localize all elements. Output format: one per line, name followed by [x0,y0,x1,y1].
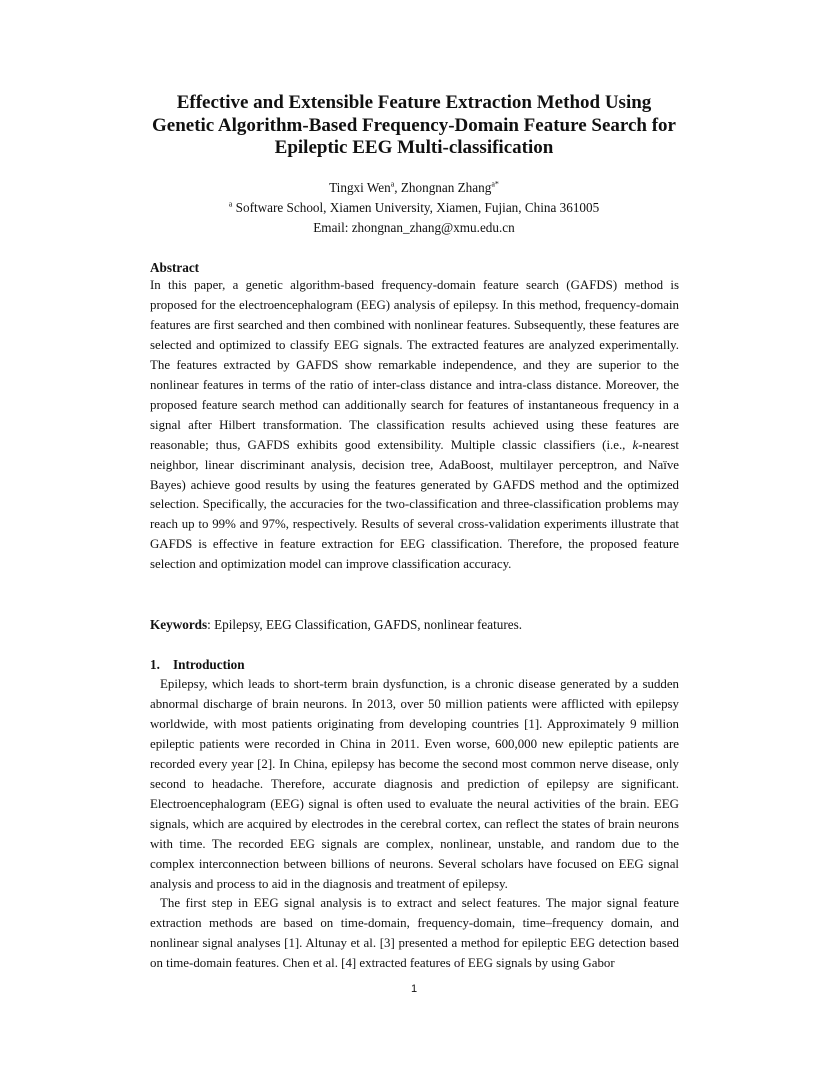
paper-title [100,92,728,160]
author-separator: , [394,180,401,195]
section-heading-text: Introduction [173,657,245,672]
title-line-3: Epileptic EEG Multi-classification [274,137,554,158]
section-number: 1. [150,657,160,672]
abstract-heading: Abstract [150,260,200,275]
author-block [0,178,828,238]
introduction-paragraph-2: The first step in EEG signal analysis is to extract and select features. The major signal feature extraction methods are based on time-domain, frequency-domain, time–frequency domain, and nonlinear signal analyses [1]. Altunay et al. [3] presented a method for epileptic EEG detection based on time-domain features. Chen et al. [4] extracted features of EEG signals by using Gabor [150,896,679,971]
author-email: Email: zhongnan_zhang@xmu.edu.cn [313,220,515,235]
affiliation [0,198,828,218]
abstract-text-part-1: In this paper, a genetic algorithm-based frequency-domain feature search (GAFDS) method is proposed for the electroencephalogram (EEG) analysis of epilepsy. In this method, frequency-domain features are first searched and then combined with nonlinear features. Subsequently, these features are selected and optimized to classify EEG signals. The extracted features are analyzed experimentally. The features extracted by GAFDS show remarkable independence, and they are superior to the nonlinear features in terms of the ratio of inter-class distance and intra-class distance. Moreover, the proposed feature search method can additionally search for features of instantaneous frequency in a signal after Hilbert transformation. The classification results achieved using these features are reasonable; thus, GAFDS exhibits good extensibility. Multiple classic classifiers (i.e., [150,278,679,452]
keywords-line [150,616,679,634]
introduction-heading [150,656,245,674]
abstract-text-part-2: -nearest neighbor, linear discriminant analysis, decision tree, AdaBoost, multilayer perceptron, and Naïve Bayes) achieve good results by using the features generated by GAFDS method and the optimized selection. Specifically, the accuracies for the two-classification and three-classification problems may reach up to 99% and 97%, respectively. Results of several cross-validation experiments illustrate that GAFDS is effective in feature extraction for EEG classification. Therefore, the proposed feature selection and optimization model can improve classification accuracy. [150,437,679,572]
keywords-label: Keywords [150,617,208,632]
author-1-affiliation-mark: a [390,179,395,189]
introduction-paragraph-1: Epilepsy, which leads to short-term brain dysfunction, is a chronic disease generated by a sudden abnormal discharge of brain neurons. In 2013, over 50 million patients were afflicted with epilepsy worldwide, with most patients originating from developing countries [1]. Approximately 9 million epileptic patients were recorded in China in 2011. Even worse, 600,000 new epileptic patients are recorded every year [2]. In China, epilepsy has become the second most common nerve disease, only second to headache. Therefore, accurate diagnosis and prediction of epilepsy are significant. Electroencephalogram (EEG) signal is often used to evaluate the neural activities of the brain. EEG signals, which are acquired by electrodes in the cerebral cortex, can reflect the states of brain neurons with time. The recorded EEG signals are complex, nonlinear, unstable, and random due to the complex interconnection between billions of neurons. Several scholars have focused on EEG signal analysis and process to aid in the diagnosis and treatment of epilepsy. [150,677,679,891]
author-names [0,178,828,198]
title-line-2: Genetic Algorithm-Based Frequency-Domain Feature Search for [151,114,676,136]
author-2: Zhongnan Zhang [400,180,492,195]
abstract-k-italic: k [632,437,639,452]
author-2-affiliation-mark: a* [491,179,499,189]
introduction-body [150,675,679,974]
abstract-text [150,276,679,575]
author-1: Tingxi Wen [329,180,391,195]
title-line-1: Effective and Extensible Feature Extraction Method Using [176,92,652,113]
affiliation-text: Software School, Xiamen University, Xiamen, Fujian, China 361005 [232,200,600,215]
page-number: 1 [410,983,418,995]
keywords-text: : Epilepsy, EEG Classification, GAFDS, nonlinear features. [207,617,523,632]
affiliation-mark: a [228,199,233,209]
